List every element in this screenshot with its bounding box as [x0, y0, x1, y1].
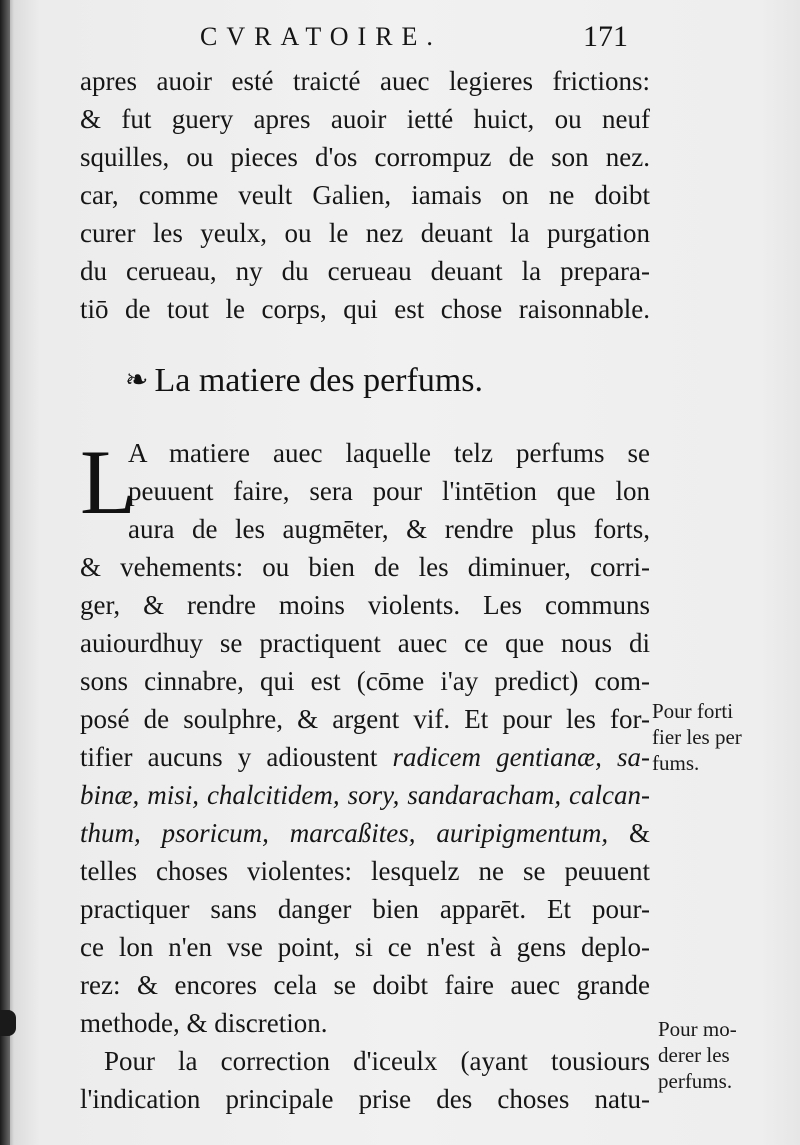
text-line-latin: binæ, misi, chalcitidem, sory, sandaracham, calcan-: [80, 780, 650, 810]
text-line-latin: [80, 738, 650, 776]
fleuron-ornament-icon: ❧: [125, 365, 149, 396]
drop-cap: L: [80, 431, 137, 533]
margin-note-line: Pour forti: [652, 699, 734, 723]
latin-term: radicem gentianæ, sa-: [392, 742, 650, 772]
margin-note-line: Pour mo-: [658, 1017, 737, 1041]
text-line: ger, & rendre moins violents. Les communs: [80, 590, 650, 620]
text-line: rez: & encores cela se doibt faire auec grande: [80, 970, 650, 1000]
paragraph-1: [80, 62, 650, 328]
margin-note-line: perfums.: [658, 1069, 733, 1093]
text-line: posé de soulphre, & argent vif. Et pour les for-: [80, 704, 650, 734]
text-line: apres auoir esté traicté auec legieres frictions:: [80, 66, 650, 96]
text-line: methode, & discretion.: [80, 1008, 328, 1038]
text-line: curer les yeulx, ou le nez deuant la purgation: [80, 218, 650, 248]
gutter-mark: [0, 1010, 16, 1036]
text-line-latin: [80, 814, 650, 852]
text-line: l'indication principale prise des choses natu-: [80, 1084, 650, 1114]
text-line: ce lon n'en vse point, si ce n'est à gens deplo-: [80, 932, 650, 962]
text-line: & vehements: ou bien de les diminuer, corri-: [80, 552, 650, 582]
latin-term: thum, psoricum, marcaßites, auripigmentum,: [80, 818, 609, 848]
margin-note-line: fier les per: [652, 725, 742, 749]
text-line: sons cinnabre, qui est (cōme i'ay predict) com-: [80, 666, 650, 696]
text-line: peuuent faire, sera pour l'intētion que lon: [128, 476, 650, 506]
text-line: & fut guery apres auoir ietté huict, ou neuf: [80, 104, 650, 134]
page-number: 171: [583, 20, 628, 53]
text-line: tiō de tout le corps, qui est chose raisonnable.: [80, 294, 650, 324]
margin-note: [658, 1016, 737, 1094]
text-line: telles choses violentes: lesquelz ne se peuuent: [80, 856, 650, 886]
text-line: du cerueau, ny du cerueau deuant la prepara-: [80, 256, 650, 286]
text-fragment: tifier aucuns y adioustent: [80, 742, 393, 772]
text-line: Pour la correction d'iceulx (ayant tousiours: [104, 1046, 650, 1076]
text-line: car, comme veult Galien, iamais on ne doibt: [80, 180, 650, 210]
margin-note-line: derer les: [658, 1043, 730, 1067]
section-heading: [125, 362, 483, 400]
text-line: practiquer sans danger bien apparēt. Et pour-: [80, 894, 650, 924]
text-line: aura de les augmēter, & rendre plus forts,: [128, 514, 650, 544]
page-gutter-shadow: [0, 0, 10, 1145]
text-line: squilles, ou pieces d'os corrompuz de son nez.: [80, 142, 650, 172]
text-line: A matiere auec laquelle telz perfums se: [128, 438, 650, 468]
margin-note: [652, 698, 742, 776]
text-fragment: &: [608, 818, 650, 848]
text-line: auiourdhuy se practiquent auec ce que nous di: [80, 628, 650, 658]
section-heading-text: La matiere des perfums.: [154, 362, 483, 399]
running-head: CVRATOIRE.: [200, 22, 442, 51]
margin-note-line: fums.: [652, 751, 700, 775]
paragraph-2: [80, 431, 650, 1118]
